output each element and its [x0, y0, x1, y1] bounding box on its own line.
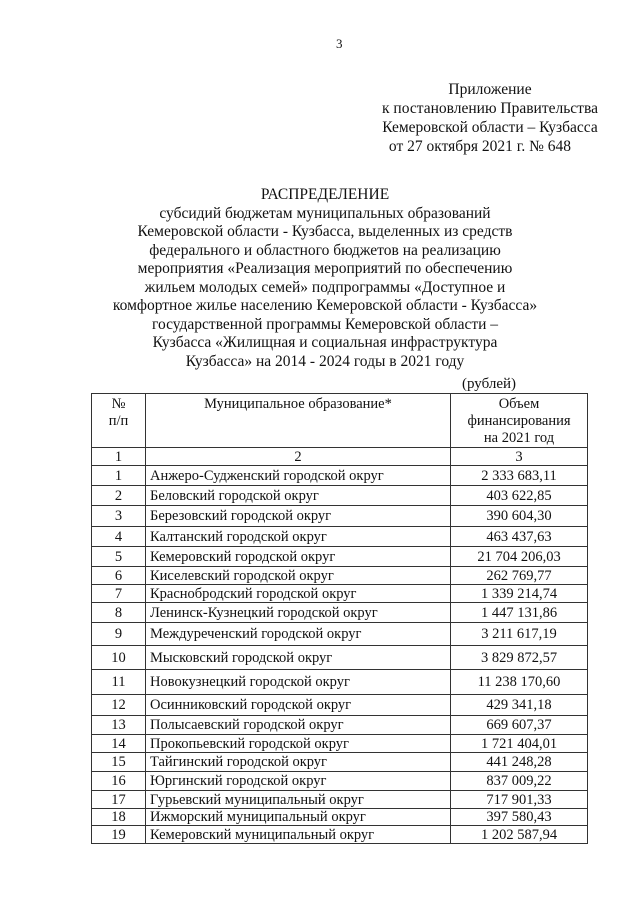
funding-amount: 403 622,85: [451, 486, 588, 506]
table-row: [92, 791, 588, 809]
row-number: 13: [92, 716, 146, 735]
row-number: 17: [92, 791, 146, 809]
title-line: государственной программы Кемеровской области –: [151, 315, 499, 333]
row-number: 11: [92, 670, 146, 695]
table-row: [92, 772, 588, 791]
municipality-name: Анжеро-Судженский городской округ: [146, 466, 451, 486]
header-amount: Объем финансирования на 2021 год: [451, 394, 588, 448]
row-number: 18: [92, 809, 146, 826]
title-line: субсидий бюджетам муниципальных образований: [159, 204, 491, 222]
table-row: [92, 466, 588, 486]
row-number: 1: [92, 466, 146, 486]
municipality-name: Прокопьевский городской округ: [146, 735, 451, 753]
title-line: Кемеровской области - Кузбасса, выделенных из средств: [137, 223, 513, 240]
units-label: (рублей): [462, 376, 517, 392]
appendix-reference: [380, 80, 600, 156]
funding-amount: 390 604,30: [451, 506, 588, 527]
municipality-name: Беловский городской округ: [146, 486, 451, 506]
row-number: 19: [92, 826, 146, 844]
appendix-line: от 27 октября 2021 г. № 648: [388, 138, 572, 155]
table-row: [92, 716, 588, 735]
subsidy-table: [91, 393, 588, 844]
table-row: [92, 506, 588, 527]
funding-amount: 1 721 404,01: [451, 735, 588, 753]
municipality-name: Тайгинский городской округ: [146, 753, 451, 772]
appendix-line: Приложение: [448, 81, 532, 98]
funding-amount: 669 607,37: [451, 716, 588, 735]
funding-amount: 2 333 683,11: [451, 466, 588, 486]
index-cell: 1: [92, 448, 146, 466]
title-line: Кузбасса «Жилищная и социальная инфраструктура: [152, 334, 498, 351]
row-number: 4: [92, 527, 146, 547]
table-row: [92, 547, 588, 567]
row-number: 8: [92, 603, 146, 623]
row-number: 16: [92, 772, 146, 791]
title-line: мероприятия «Реализация мероприятий по обеспечению: [137, 260, 513, 277]
funding-amount: 441 248,28: [451, 753, 588, 772]
funding-amount: 717 901,33: [451, 791, 588, 809]
header-municipality: Муниципальное образование*: [146, 394, 451, 448]
table-row: [92, 670, 588, 695]
funding-amount: 463 437,63: [451, 527, 588, 547]
funding-amount: 1 202 587,94: [451, 826, 588, 844]
row-number: 15: [92, 753, 146, 772]
table-row: [92, 486, 588, 506]
municipality-name: Ижморский муниципальный округ: [146, 809, 451, 826]
row-number: 5: [92, 547, 146, 567]
table-row: [92, 603, 588, 623]
index-cell: 3: [451, 448, 588, 466]
funding-amount: 11 238 170,60: [451, 670, 588, 695]
municipality-name: Полысаевский городской округ: [146, 716, 451, 735]
table-index-row: [92, 448, 588, 466]
municipality-name: Юргинский городской округ: [146, 772, 451, 791]
document-title: [60, 186, 590, 371]
table-row: [92, 623, 588, 646]
row-number: 12: [92, 695, 146, 716]
funding-amount: 262 769,77: [451, 567, 588, 585]
header-number: № п/п: [92, 394, 146, 448]
funding-amount: 429 341,18: [451, 695, 588, 716]
row-number: 14: [92, 735, 146, 753]
municipality-name: Ленинск-Кузнецкий городской округ: [146, 603, 451, 623]
municipality-name: Междуреченский городской округ: [146, 623, 451, 646]
municipality-name: Киселевский городской округ: [146, 567, 451, 585]
title-line: комфортное жилье населению Кемеровской области - Кузбасса»: [112, 297, 538, 314]
municipality-name: Новокузнецкий городской округ: [146, 670, 451, 695]
table-row: [92, 809, 588, 826]
row-number: 3: [92, 506, 146, 527]
municipality-name: Березовский городской округ: [146, 506, 451, 527]
index-cell: 2: [146, 448, 451, 466]
title-line: жильем молодых семей» подпрограммы «Доступное и: [144, 278, 506, 296]
row-number: 10: [92, 646, 146, 670]
title-line: Кузбасса» на 2014 - 2024 годы в 2021 году: [185, 352, 465, 370]
municipality-name: Мысковский городской округ: [146, 646, 451, 670]
page-number: 3: [336, 36, 343, 51]
municipality-name: Кемеровский муниципальный округ: [146, 826, 451, 844]
table-row: [92, 646, 588, 670]
table-row: [92, 695, 588, 716]
title-line: федерального и областного бюджетов на реализацию: [149, 241, 501, 259]
funding-amount: 21 704 206,03: [451, 547, 588, 567]
funding-amount: 397 580,43: [451, 809, 588, 826]
funding-amount: 3 211 617,19: [451, 623, 588, 646]
funding-amount: 3 829 872,57: [451, 646, 588, 670]
funding-amount: 1 447 131,86: [451, 603, 588, 623]
table-row: [92, 735, 588, 753]
row-number: 7: [92, 585, 146, 603]
row-number: 2: [92, 486, 146, 506]
table-header-row: [92, 394, 588, 448]
row-number: 9: [92, 623, 146, 646]
municipality-name: Гурьевский муниципальный округ: [146, 791, 451, 809]
municipality-name: Краснобродский городской округ: [146, 585, 451, 603]
table-row: [92, 826, 588, 844]
funding-amount: 1 339 214,74: [451, 585, 588, 603]
table-row: [92, 567, 588, 585]
appendix-line: Кемеровской области – Кузбасса: [382, 119, 598, 136]
funding-amount: 837 009,22: [451, 772, 588, 791]
table-row: [92, 527, 588, 547]
municipality-name: Осинниковский городской округ: [146, 695, 451, 716]
row-number: 6: [92, 567, 146, 585]
municipality-name: Калтанский городской округ: [146, 527, 451, 547]
table-row: [92, 753, 588, 772]
table-row: [92, 585, 588, 603]
municipality-name: Кемеровский городской округ: [146, 547, 451, 567]
title-heading: РАСПРЕДЕЛЕНИЕ: [260, 186, 390, 203]
appendix-line: к постановлению Правительства: [382, 100, 598, 117]
